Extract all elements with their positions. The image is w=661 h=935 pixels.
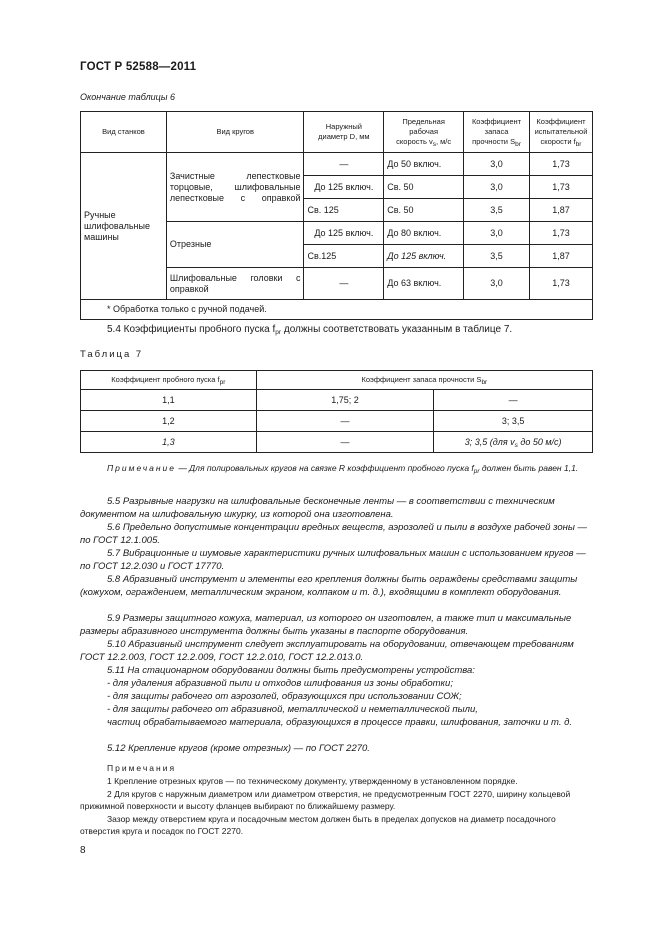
notes-title: Примечания [107,763,177,773]
cell-diameter: До 125 включ. [304,222,384,245]
cell-reserve: 3,0 [464,222,530,245]
cell-reserve: 3,0 [464,268,530,300]
header-trial-coefficient: Коэффициент пробного пуска $f_{pr}$ [81,371,257,390]
paragraph-5-7: 5.7 Вибрационные и шумовые характеристики ручных шлифовальных машин с использованием кругов — по ГОСТ 12.2.030 и ГОСТ 17770. [80,548,586,572]
cell-test: 1,73 [529,222,592,245]
list-item: - для удаления абразивной пыли и отходов шлифования из зоны обработки; [107,678,453,689]
table7-caption: Таблица 7 [80,349,144,360]
paragraph-5-8: 5.8 Абразивный инструмент и элементы его крепления должны быть ограждены средствами защиты (кожухом, ограждением, металлическим экраном, колпаком и т. д.), входящими в комплект оборудования. [80,574,578,598]
paragraph-5-11: 5.11 На стационарном оборудовании должны быть предусмотрены устройства: [107,665,475,676]
cell-speed: Св. 50 [384,176,464,199]
header-diameter: Наружный диаметр D, мм [304,112,384,153]
paragraph-5-12: 5.12 Крепление кругов (кроме отрезных) — по ГОСТ 2270. [107,743,370,754]
table6-caption: Окончание таблицы 6 [80,92,175,102]
page-number: 8 [80,845,86,856]
cell-reserve: 3,5 [464,245,530,268]
cell-test: 1,87 [529,245,592,268]
table-row: 1,2 — 3; 3,5 [81,411,593,432]
header-wheel: Вид кругов [166,112,304,153]
header-reserve: Коэффициент запаса прочности $S_{br}$ [464,112,530,153]
table-footnote-row [81,300,593,320]
list-item: - для защиты рабочего от аэрозолей, образующихся при использовании СОЖ; [107,691,462,702]
note-item: 2 Для кругов с наружным диаметром или диаметром отверстия, не предусмотренным ГОСТ 2270, ширину кольцевой прижимной поверхности и высоту фланцев выбирают по ближайшему размеру. [80,789,571,811]
paragraph-5-5: 5.5 Разрывные нагрузки на шлифовальные бесконечные ленты — в соответствии с техническим документом на шлифовальную шкурку, из которой она изготовлена. [80,496,555,520]
machine-cell: Ручные шлифовальные машины [81,153,167,300]
cell-test: 1,73 [529,176,592,199]
paragraph-5-9: 5.9 Размеры защитного кожуха, материал, из которого он изготовлен, а также тип и максимальные размеры абразивного инструмента должны быть указаны в паспорте оборудования. [80,613,572,637]
cell-diameter: — [304,268,384,300]
cell-reserve: 3,0 [464,176,530,199]
header-speed: Предельная рабочая скорость $v_s$, м/с [384,112,464,153]
wheel-group-3: Шлифовальные головки с оправкой [166,268,304,300]
note-item: 1 Крепление отрезных кругов — по техническому документу, утвержденному в установленном порядке. [107,776,518,786]
cell-test: 1,73 [529,268,592,300]
cell-speed: Св. 50 [384,199,464,222]
list-item: - для защиты рабочего от абразивной, металлической и неметаллической пыли, [107,704,478,715]
table6-footnote: * Обработка только с ручной подачей. [81,300,593,320]
table-header-row [81,112,593,153]
cell-speed: До 125 включ. [384,245,464,268]
table-header-row [81,371,593,390]
paragraph-5-10: 5.10 Абразивный инструмент следует эксплуатировать на оборудовании, отвечающем требованиям ГОСТ 12.2.003, ГОСТ 12.2.009, ГОСТ 12.2.010, ГОСТ 12.2.013.0. [80,639,574,663]
cell-speed: До 63 включ. [384,268,464,300]
wheel-group-2: Отрезные [166,222,304,268]
note-item: Зазор между отверстием круга и посадочным местом должен быть в пределах допусков на диаметр посадочного отверстия круга и посадок по ГОСТ 2270. [80,814,556,836]
cell-diameter: Св. 125 [304,199,384,222]
cell-diameter: Св.125 [304,245,384,268]
cell-reserve: 3,0 [464,153,530,176]
cell-reserve: 3,5 [464,199,530,222]
cell-test: 1,87 [529,199,592,222]
table-7 [80,370,593,453]
header-test-speed: Коэффициент испытательной скорости $f_{br}$ [529,112,592,153]
table-row: 1,3 — 3; 3,5 (для $v_s$ до 50 м/с) [81,432,593,453]
cell-speed: До 50 включ. [384,153,464,176]
cell-diameter: — [304,153,384,176]
paragraph-5-4: 5.4 Коэффициенты пробного пуска $f_{pr}$ должны соответствовать указанным в таблице 7. [107,324,513,336]
table7-note: Примечание — Для полировальных кругов на связке R коэффициент пробного пуска $f_{pr}$ должен быть равен 1,1. [107,463,579,475]
list-item: частиц обрабатываемого материала, образующихся в процессе правки, шлифования, заточки и т. д. [107,717,573,728]
header-strength-coefficient: Коэффициент запаса прочности $S_{br}$ [256,371,592,390]
paragraph-5-6: 5.6 Предельно допустимые концентрации вредных веществ, аэрозолей и пыли в воздухе рабочей зоны — по ГОСТ 12.1.005. [80,522,588,546]
cell-diameter: До 125 включ. [304,176,384,199]
table-row [81,153,593,176]
table-6 [80,111,593,320]
wheel-group-1: Зачистные лепестковые торцовые, шлифовальные лепестковые с оправкой [166,153,304,222]
document-header: ГОСТ Р 52588—2011 [80,61,197,73]
table-row: 1,1 1,75; 2 — [81,390,593,411]
cell-test: 1,73 [529,153,592,176]
cell-speed: До 80 включ. [384,222,464,245]
header-machine: Вид станков [81,112,167,153]
